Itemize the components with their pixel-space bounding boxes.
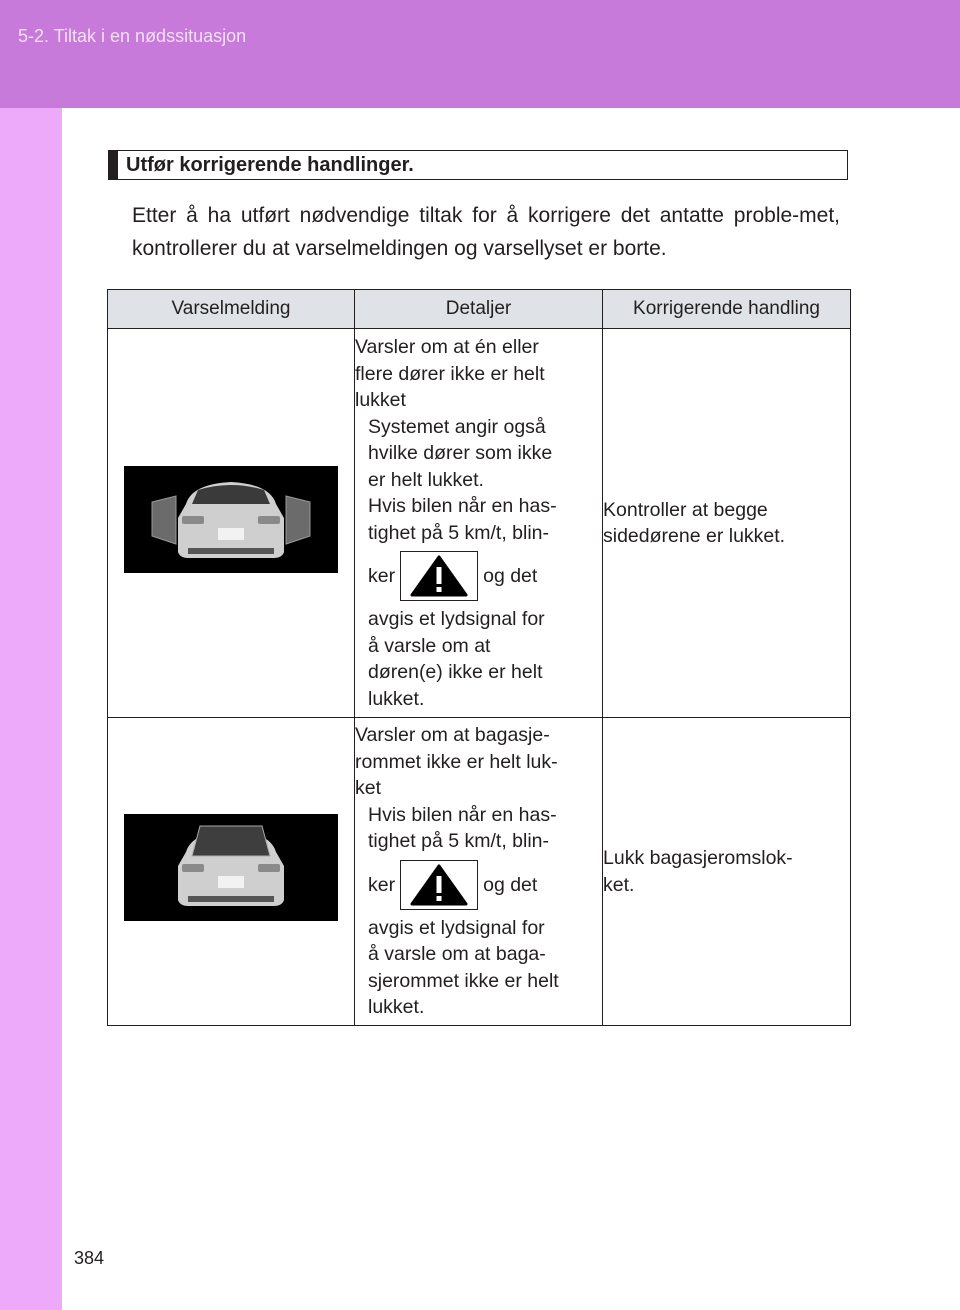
detail-text: flere dører ikke er helt <box>355 362 545 385</box>
page-number: 384 <box>74 1248 105 1268</box>
detail-subtext: Systemet angir også <box>368 415 546 438</box>
warning-triangle-icon <box>400 551 478 601</box>
table-header-row <box>108 290 851 329</box>
warning-triangle-icon <box>400 860 478 910</box>
warning-light-line <box>355 551 602 601</box>
detail-subtext: er helt lukket. <box>368 468 484 491</box>
detail-subtext: tighet på 5 km/t, blin- <box>368 521 550 544</box>
action-text: sidedørene er lukket. <box>603 525 786 547</box>
detail-text: ket <box>355 777 382 800</box>
step-heading-text: Utfør korrigerende handlinger. <box>126 154 414 176</box>
detail-text: lukket <box>355 389 406 411</box>
detail-cell <box>355 329 603 718</box>
table-row <box>108 718 851 1026</box>
warning-light-line <box>355 860 602 910</box>
warning-image-cell <box>108 329 355 718</box>
intro-paragraph: Etter å ha utført nødvendige tiltak for å korrigere det antatte proble-met, kontrollerer du at varselmeldingen og varsellyset er borte. <box>132 204 840 260</box>
column-header: Korrigerende handling <box>603 290 851 329</box>
action-cell <box>603 718 851 1026</box>
table-row <box>108 329 851 718</box>
action-cell <box>603 329 851 718</box>
heading-bar <box>109 151 118 179</box>
action-text: ket. <box>603 873 635 896</box>
detail-subtext: og det <box>483 873 538 896</box>
detail-subtext: og det <box>483 564 538 587</box>
section-label: 5-2. Tiltak i en nødssituasjon <box>18 26 247 46</box>
detail-subtext: å varsle om at baga- <box>368 943 546 966</box>
detail-subtext: ker <box>368 873 396 896</box>
detail-subtext: avgis et lydsignal for <box>368 608 545 630</box>
car-doors-open-icon <box>124 466 338 573</box>
detail-subtext: døren(e) ikke er helt <box>368 661 543 683</box>
action-text: Kontroller at begge <box>603 498 768 521</box>
detail-text: rommet ikke er helt luk- <box>355 750 558 773</box>
detail-subtext: sjerommet ikke er helt <box>368 969 559 992</box>
detail-subtext: å varsle om at <box>368 634 491 657</box>
detail-subtext: hvilke dører som ikke <box>368 442 553 464</box>
detail-subtext: Hvis bilen når en has- <box>368 803 557 826</box>
column-header: Varselmelding <box>108 290 355 329</box>
step-heading <box>108 150 848 180</box>
detail-subtext: lukket. <box>368 687 425 710</box>
side-strip <box>0 108 62 1310</box>
warning-table <box>107 289 851 1026</box>
header-band <box>0 0 960 108</box>
detail-cell <box>355 718 603 1026</box>
detail-subtext: lukket. <box>368 996 425 1019</box>
warning-image-cell <box>108 718 355 1026</box>
detail-subtext: ker <box>368 564 396 587</box>
car-trunk-open-icon <box>124 814 338 921</box>
column-header: Detaljer <box>355 290 603 329</box>
detail-subtext: Hvis bilen når en has- <box>368 495 557 517</box>
detail-text: Varsler om at bagasje- <box>355 724 550 747</box>
detail-subtext: tighet på 5 km/t, blin- <box>368 830 550 853</box>
detail-subtext: avgis et lydsignal for <box>368 916 545 939</box>
detail-text: Varsler om at én eller <box>355 336 539 358</box>
action-text: Lukk bagasjeromslok- <box>603 847 793 869</box>
